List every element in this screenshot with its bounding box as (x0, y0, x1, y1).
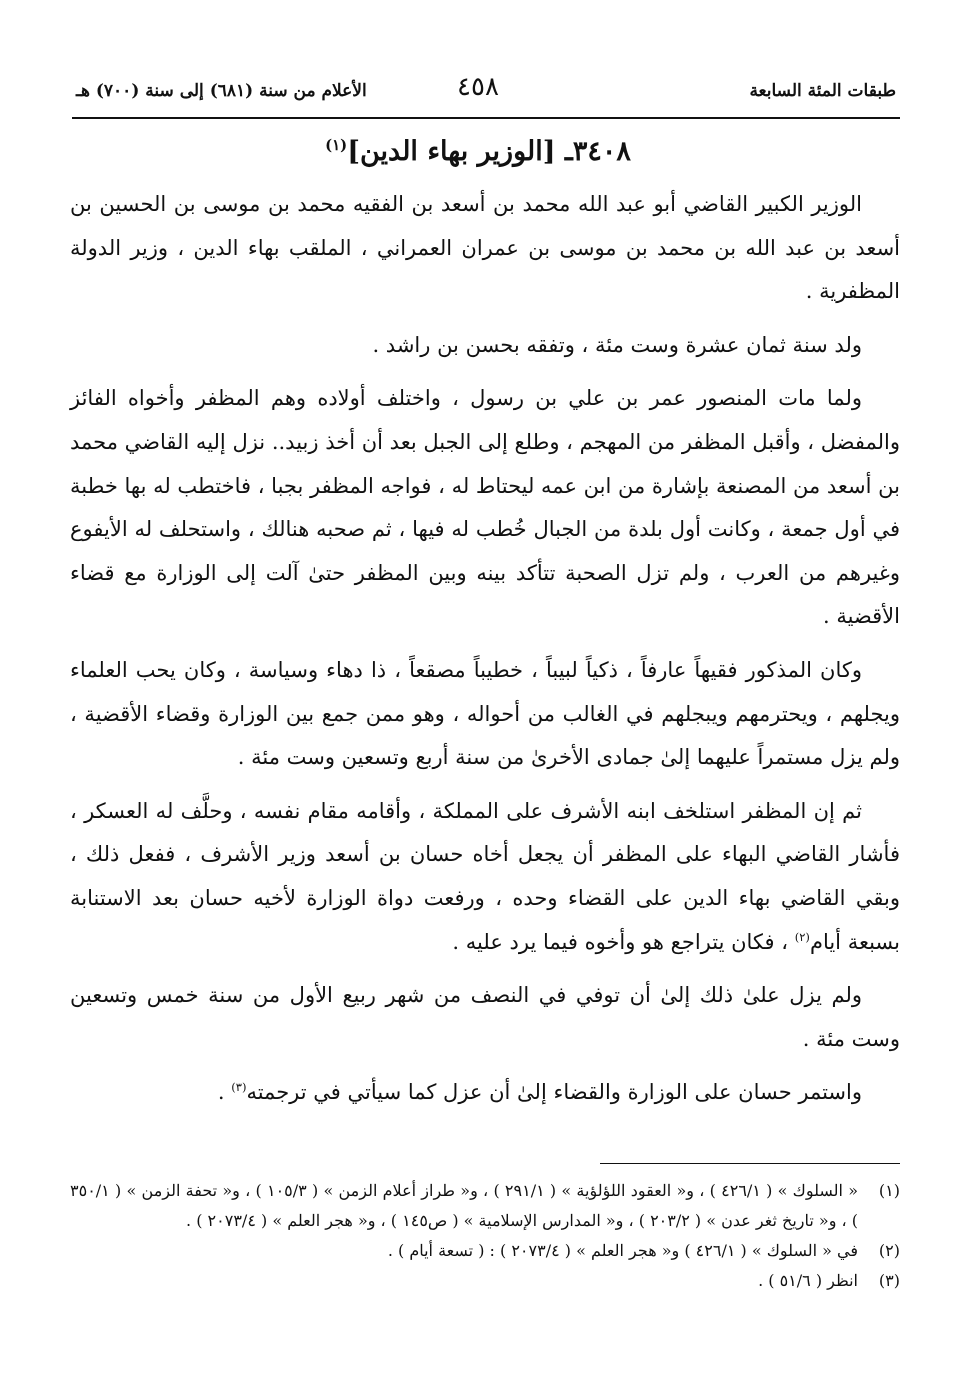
footnote-number: (٣) (878, 1271, 900, 1290)
footnote-number: (١) (878, 1181, 900, 1200)
paragraph: وكان المذكور فقيهاً عارفاً ، ذكياً لبيباً ، خطيباً مصقعاً ، ذا دهاء وسياسة ، وكان يحب العلماء ويجلهم ، ويحترمهم ويبجلهم في الغالب من أحواله ، وهو ممن جمع بين الوزارة وقضاء الأقضية ، ولم يزل مستمراً عليهما إلىٰ جمادى الأخرىٰ من سنة أربع وتسعين وست مئة . (70, 657, 900, 770)
paragraph-tail: ، فكان يتراجع هو وأخوه فيما يرد عليه . (452, 929, 789, 954)
header-rule (72, 117, 900, 119)
paragraph-text: ثم إن المظفر استلخف ابنه الأشرف على المملكة ، وأقامه مقام نفسه ، وحلَّف له العسكر ، فأشار القاضي البهاء على المظفر أن يجعل أخاه حسان بن أسعد وزير الأشرف ، ففعل ذلك ، وبقي القاضي بهاء الدين على القضاء وحده ، ورفعت دواة الوزارة لأخيه حسان بعد الاستنابة بسبعة أيام (70, 798, 900, 954)
entry-body (70, 183, 900, 1115)
entry-title (0, 132, 956, 172)
paragraph-tail: . (217, 1080, 225, 1105)
footnote-rule (600, 1163, 900, 1164)
paragraph: ولد سنة ثمان عشرة وست مئة ، وتفقه بحسن بن راشد . (372, 332, 862, 357)
footnote-text: في « السلوك » ( ٤٢٦/١ ) و« هجر العلم » ( ٢٠٧٣/٤ ) : ( تسعة أيام ) . (387, 1241, 858, 1260)
running-header-range: الأعلام من سنة (٦٨١) إلى سنة (٧٠٠) هـ (76, 81, 367, 101)
paragraph-text: واستمر حسان على الوزارة والقضاء إلىٰ أن عزل كما سيأتي في ترجمته (246, 1080, 862, 1105)
footnote-ref-2: (٢) (794, 929, 810, 944)
page-number: ٤٥٨ (457, 72, 499, 102)
footnote-text: انظر ( ٥١/٦ ) . (758, 1271, 858, 1290)
footnotes (70, 1176, 900, 1296)
running-header-section: طبقات المئة السابعة (749, 81, 896, 101)
footnote-ref-1: (١) (325, 136, 348, 154)
paragraph: ولما مات المنصور عمر بن علي بن رسول ، واختلف أولاده وهم المظفر وأخواه الفائز والمفضل ، وأقبل المظفر من المهجم ، وطلع إلى الجبل بعد أن أخذ زبيد.. نزل إليه القاضي محمد بن أسعد من المصنعة بإشارة من ابن عمه ليحتاط له ، فواجه المظفر بجبا ، فاختطب له بها خطبة في أول جمعة ، وكانت أول بلدة من الجبال خُطب له فيها ، ثم صحبه هنالك ، واستحلف له الأيفوع وغيرهم من العرب ، ولم تزل الصحبة تتأكد بينه وبين المظفر حتىٰ آلت إلى الوزارة مع قضاء الأقضية . (70, 386, 900, 629)
paragraph: ولم يزل علىٰ ذلك إلىٰ أن توفي في النصف من شهر ربيع الأول من سنة خمس وتسعين وست مئة . (70, 983, 900, 1051)
footnote-number: (٢) (878, 1241, 900, 1260)
entry-title-text: ٣٤٠٨ـ [الوزير بهاء الدين] (347, 136, 631, 167)
paragraph: الوزير الكبير القاضي أبو عبد الله محمد بن أسعد بن الفقيه محمد بن موسى بن الحسين بن أسعد بن عبد الله بن محمد بن موسى بن عمران العمراني ، الملقب بهاء الدين ، وزير الدولة المظفرية . (70, 192, 900, 304)
footnote (70, 1236, 900, 1266)
paragraph (70, 1071, 900, 1115)
paragraph (70, 790, 900, 964)
footnote-text: « السلوك » ( ٤٢٦/١ ) ، و« العقود اللؤلؤية » ( ٢٩١/١ ) ، و« طراز أعلام الزمن » ( ١٠٥/٣ ) ، و« تحفة الزمن » ( ٣٥٠/١ ) ، و« تاريخ ثغر عدن » ( ٢٠٣/٢ ) ، و« المدارس الإسلامية » ( ص١٤٥ ) ، و« هجر العلم » ( ٢٠٧٣/٤ ) . (70, 1181, 859, 1230)
footnote (70, 1176, 900, 1236)
footnote (70, 1266, 900, 1296)
footnote-ref-3: (٣) (231, 1080, 247, 1095)
